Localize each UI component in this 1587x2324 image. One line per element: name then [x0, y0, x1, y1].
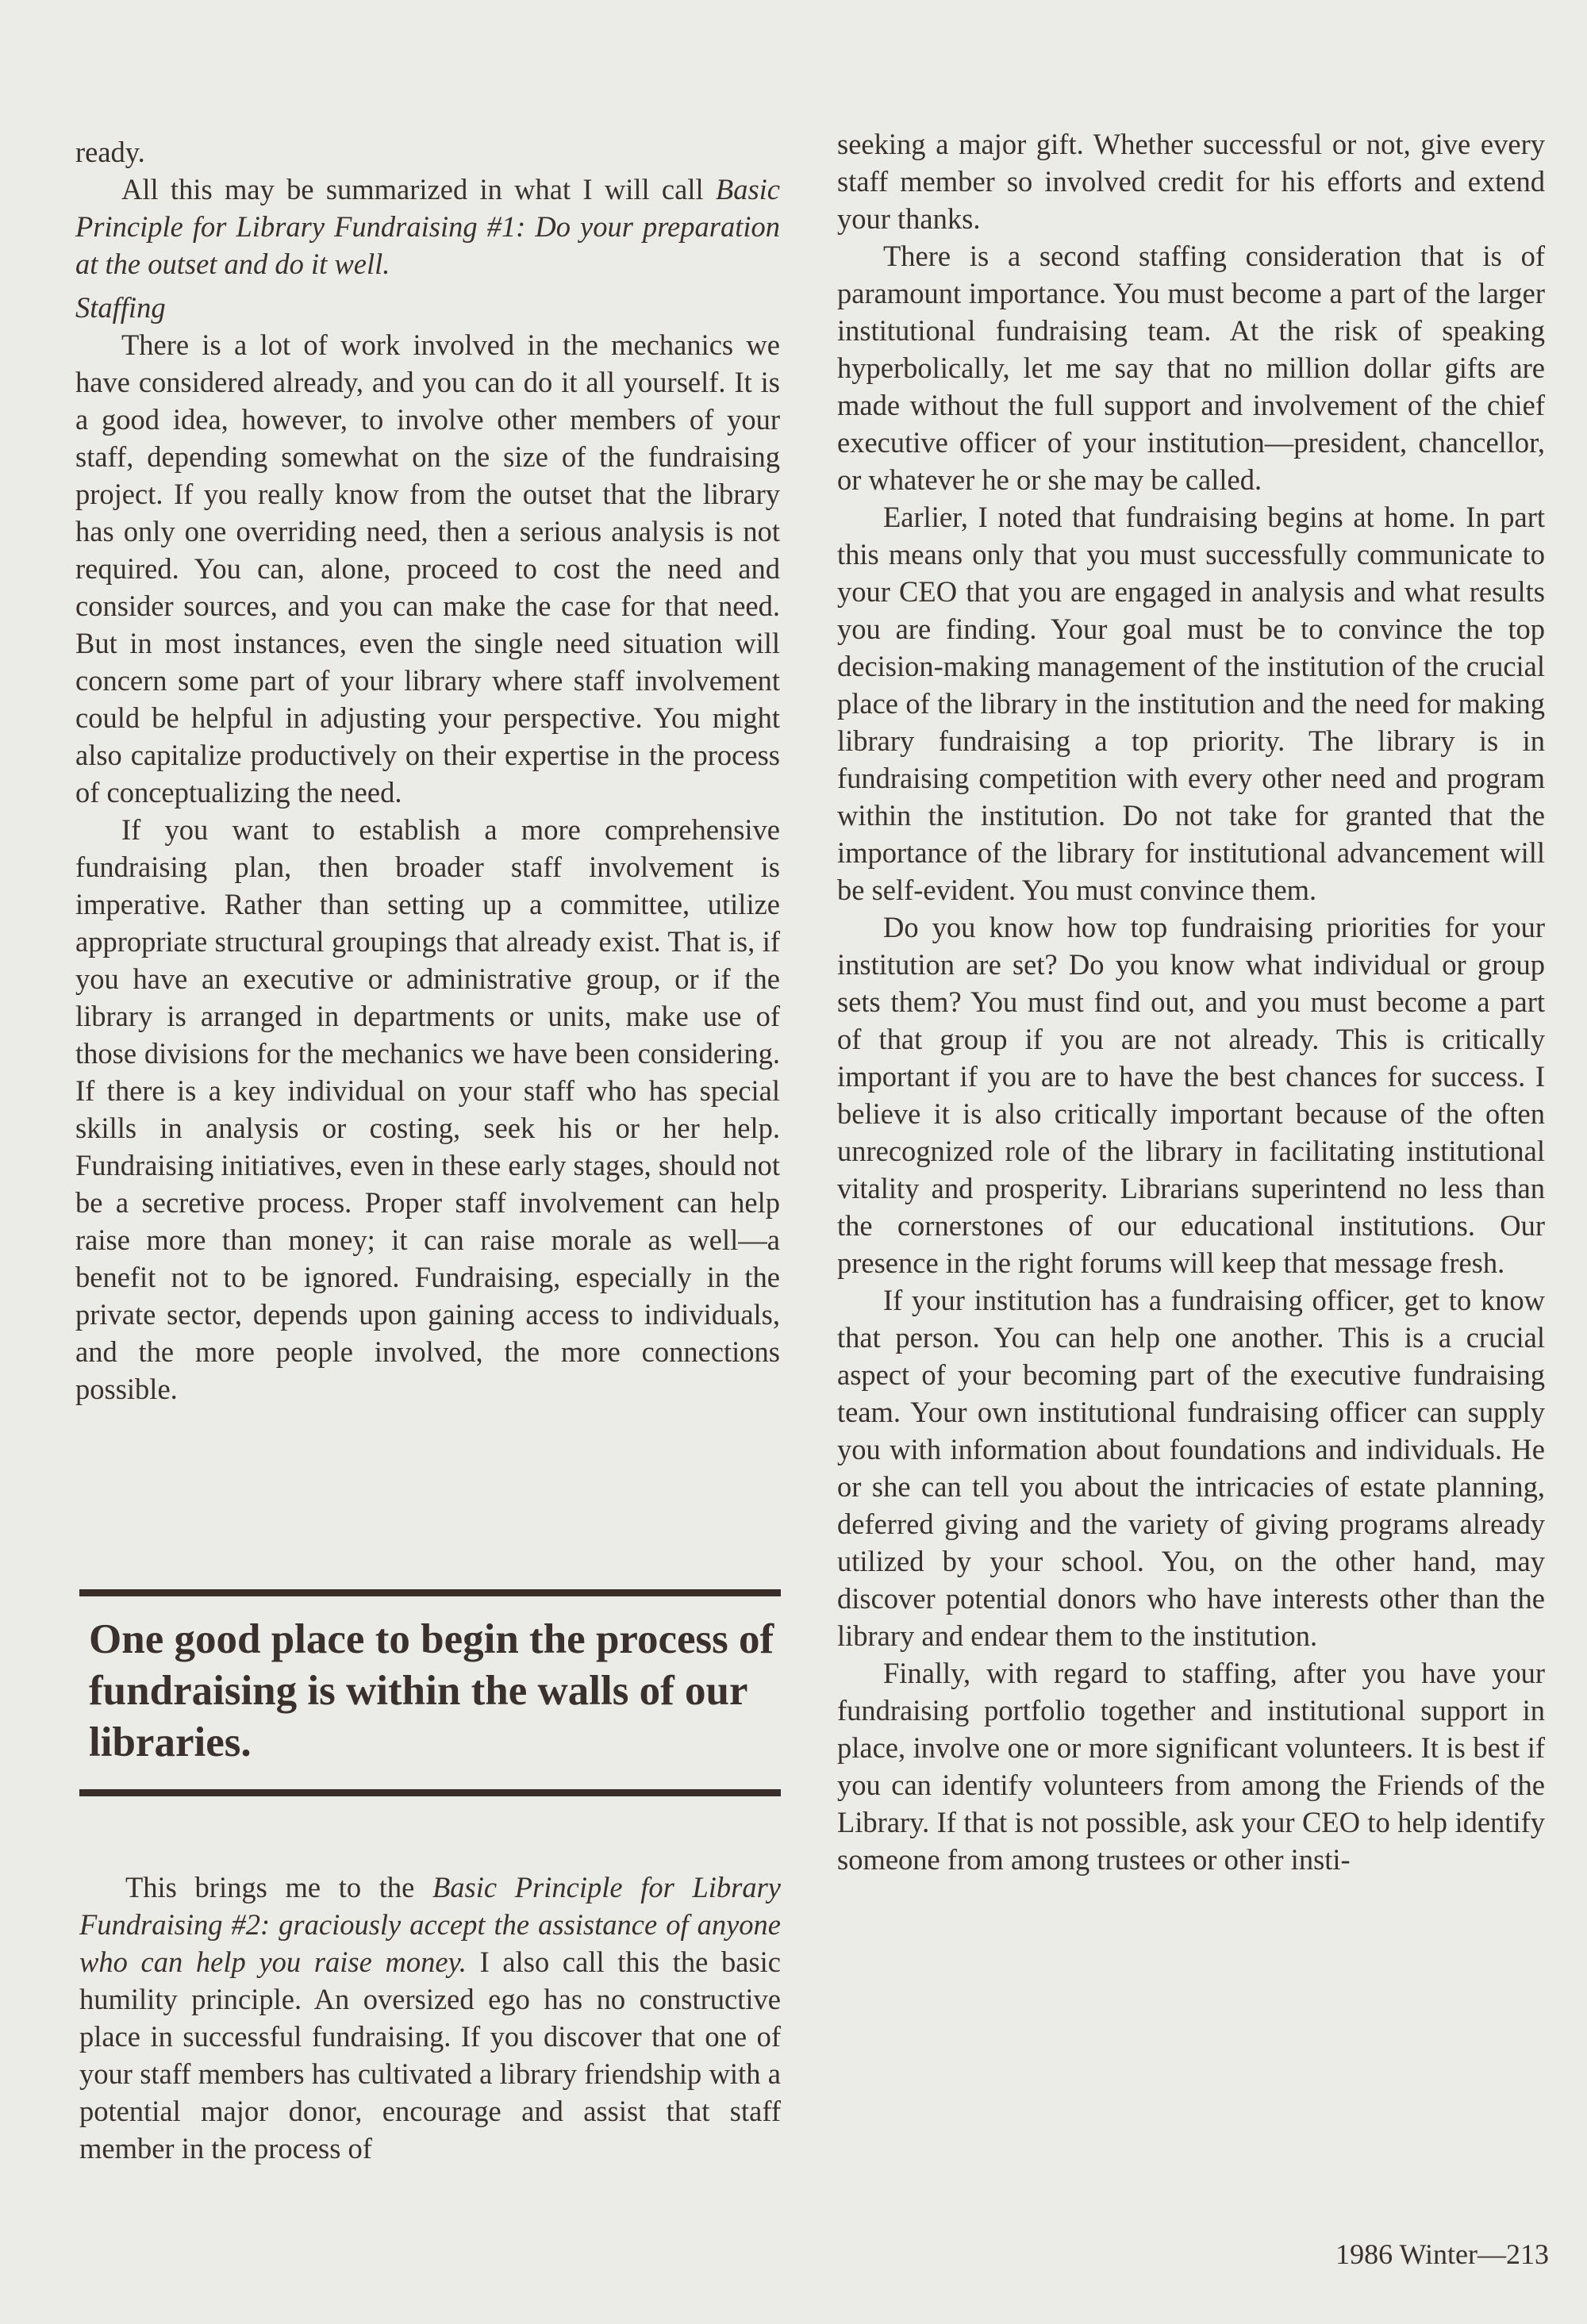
paragraph: Finally, with regard to staffing, after you have your fundraising portfolio together and institutional support in place, involve one or more significant volunteers. It is best if you can identify volunteers from among the Friends of the Library. If that is not possible, ask your CEO to help identify someone from among trustees or other insti- [837, 1657, 1545, 1876]
paragraph-text: I also call this the basic humility principle. An oversized ego has no constructive place in successful fundraising. If you discover that one of your staff members has cultivated a library friendship with a potential major donor, encourage and assist that staff member in the process of [79, 1946, 781, 2165]
paragraph: There is a second staffing consideration that is of paramount importance. You must become a part of the larger institutional fundraising team. At the risk of speaking hyperbolically, let me say that no million dollar gifts are made without the full support and involvement of the chief executive officer of your institution—president, chancellor, or whatever he or she may be called. [837, 240, 1545, 496]
left-column-bottom [79, 1869, 781, 2167]
paragraph-text: All this may be summarized in what I will call [121, 173, 716, 206]
paragraph: Earlier, I noted that fundraising begins at home. In part this means only that you must successfully communicate to your CEO that you are engaged in analysis and what results you are finding. Your goal must be to convince the top decision-making management of the institution of the crucial place of the library in the institution and the need for making library fundraising a top priority. The library is in fundraising competition with every other need and program within the institution. Do not take for granted that the importance of the library for institutional advancement will be self-evident. You must convince them. [837, 501, 1545, 906]
paragraph [75, 171, 780, 282]
paragraph: There is a lot of work involved in the mechanics we have considered already, and you can do it all yourself. It is a good idea, however, to involve other members of your staff, depending somewhat on the size of the fundraising project. If you really know from the outset that the library has only one overriding need, then a serious analysis is not required. You can, alone, proceed to cost the need and consider sources, and you can make the case for that need. But in most instances, even the single need situation will concern some part of your library where staff involvement could be helpful in adjusting your perspective. You might also capitalize productively on their expertise in the process of conceptualizing the need. [75, 328, 780, 809]
paragraph: If you want to establish a more comprehensive fundraising plan, then broader staff involvement is imperative. Rather than setting up a committee, utilize appropriate structural groupings that already exist. That is, if you have an executive or administrative group, or if the library is arranged in departments or units, make use of those divisions for the mechanics we have been considering. If there is a key individual on your staff who has special skills in analysis or costing, seek his or her help. Fundraising initiatives, even in these early stages, should not be a secretive process. Proper staff involvement can help raise more than money; it can raise morale as well—a benefit not to be ignored. Fundraising, especially in the private sector, depends upon gaining access to individuals, and the more people involved, the more connections possible. [75, 813, 781, 1405]
divider [79, 1589, 781, 1596]
divider [79, 1789, 781, 1796]
paragraph: Do you know how top fundraising priorities for your institution are set? Do you know what individual or group sets them? You must find out, and you must become a part of that group if you are not already. This is critically important if you are to have the best chances for success. I believe it is also critically important because of the often unrecognized role of the library in facilitating institutional vitality and prosperity. Librarians superintend no less than the cornerstones of our educational institutions. Our presence in the right forums will keep that message fresh. [837, 911, 1545, 1279]
pull-quote [79, 1589, 781, 1796]
paragraph-text: This brings me to the [125, 1871, 432, 1903]
principle-2: Basic Principle for Library Fundraising #2: graciously accept the assistance of anyone who can help you raise money. [79, 1871, 782, 1978]
right-column [837, 125, 1545, 1878]
pull-quote-text: One good place to begin the process of fundraising is within the walls of our libraries. [89, 1616, 774, 1765]
page-footer: 1986 Winter—213 [1335, 2238, 1549, 2270]
left-column-top [75, 133, 780, 1408]
paragraph: ready. [75, 136, 145, 168]
principle-1: Basic Principle for Library Fundraising #1: Do your preparation at the outset and do it well. [75, 173, 780, 280]
paragraph: If your institution has a fundraising officer, get to know that person. You can help one another. This is a crucial aspect of your becoming part of the executive fundraising team. Your own institutional fundraising officer can supply you with information about foundations and individuals. He or she can tell you about the intricacies of estate planning, deferred giving and the variety of giving programs already utilized by your school. You, on the other hand, may discover potential donors who have interests other than the library and endear them to the institution. [837, 1284, 1545, 1652]
paragraph [79, 1869, 781, 2167]
paragraph: seeking a major gift. Whether successful or not, give every staff member so involved credit for his efforts and extend your thanks. [837, 128, 1545, 235]
subheading-staffing: Staffing [75, 291, 166, 324]
